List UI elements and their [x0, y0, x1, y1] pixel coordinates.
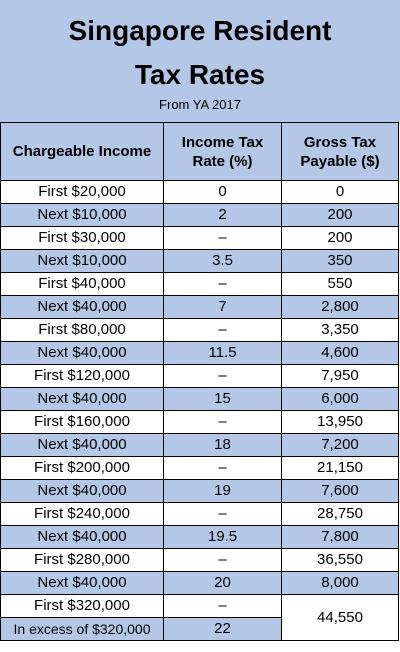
cell-chargeable-income: Next $40,000: [1, 480, 164, 503]
cell-gross-tax-payable: 36,550: [282, 549, 399, 572]
column-header-chargeable-income: Chargeable Income: [1, 123, 164, 181]
cell-chargeable-income: First $80,000: [1, 319, 164, 342]
table-row: [1, 480, 399, 503]
cell-income-tax-rate: –: [164, 227, 282, 250]
cell-gross-tax-payable: 7,800: [282, 526, 399, 549]
cell-gross-tax-payable: 350: [282, 250, 399, 273]
cell-income-tax-rate: 19: [164, 480, 282, 503]
cell-gross-tax-payable: 4,600: [282, 342, 399, 365]
cell-income-tax-rate: –: [164, 503, 282, 526]
cell-chargeable-income: First $280,000: [1, 549, 164, 572]
cell-income-tax-rate: 0: [164, 181, 282, 204]
cell-gross-tax-payable: 3,350: [282, 319, 399, 342]
column-header-gross-tax-payable-line1: Gross Tax: [303, 133, 377, 151]
page-subtitle: From YA 2017: [159, 97, 241, 112]
tax-rates-table: [0, 122, 399, 641]
table-row: [1, 595, 399, 618]
table-row: [1, 365, 399, 388]
cell-gross-tax-payable: 0: [282, 181, 399, 204]
table-row: [1, 457, 399, 480]
table-row: [1, 342, 399, 365]
cell-income-tax-rate: 22: [164, 618, 282, 641]
table-row: [1, 526, 399, 549]
cell-income-tax-rate: 11.5: [164, 342, 282, 365]
cell-income-tax-rate: –: [164, 457, 282, 480]
cell-gross-tax-payable: 7,950: [282, 365, 399, 388]
cell-chargeable-income: First $20,000: [1, 181, 164, 204]
table-row: [1, 296, 399, 319]
cell-chargeable-income: Next $40,000: [1, 572, 164, 595]
cell-income-tax-rate: 2: [164, 204, 282, 227]
cell-chargeable-income: Next $40,000: [1, 526, 164, 549]
cell-chargeable-income: First $30,000: [1, 227, 164, 250]
cell-income-tax-rate: 15: [164, 388, 282, 411]
table-row: [1, 388, 399, 411]
page-title-line2: Tax Rates: [134, 59, 266, 90]
table-row: [1, 411, 399, 434]
cell-income-tax-rate: 3.5: [164, 250, 282, 273]
column-header-income-tax-rate-line1: Income Tax: [181, 133, 264, 151]
cell-income-tax-rate: 7: [164, 296, 282, 319]
cell-chargeable-income: First $320,000: [1, 595, 164, 618]
cell-gross-tax-payable: 2,800: [282, 296, 399, 319]
cell-gross-tax-payable: 7,200: [282, 434, 399, 457]
table-row: [1, 181, 399, 204]
cell-gross-tax-payable: 200: [282, 227, 399, 250]
column-header-gross-tax-payable: [282, 123, 399, 181]
cell-gross-tax-payable: 6,000: [282, 388, 399, 411]
cell-chargeable-income: Next $40,000: [1, 342, 164, 365]
column-header-income-tax-rate: [164, 123, 282, 181]
cell-gross-tax-payable: 8,000: [282, 572, 399, 595]
cell-gross-tax-payable: 13,950: [282, 411, 399, 434]
table-row: [1, 434, 399, 457]
cell-income-tax-rate: –: [164, 549, 282, 572]
header-banner: [0, 0, 400, 122]
column-header-gross-tax-payable-line2: Payable ($): [300, 152, 380, 170]
cell-income-tax-rate: 18: [164, 434, 282, 457]
cell-gross-tax-payable: 550: [282, 273, 399, 296]
column-header-income-tax-rate-line2: Rate (%): [192, 152, 253, 170]
cell-chargeable-income: First $200,000: [1, 457, 164, 480]
cell-chargeable-income: First $40,000: [1, 273, 164, 296]
table-row: [1, 204, 399, 227]
cell-income-tax-rate: –: [164, 595, 282, 618]
table-row: [1, 273, 399, 296]
cell-chargeable-income: First $240,000: [1, 503, 164, 526]
cell-gross-tax-payable: 44,550: [282, 595, 399, 641]
cell-chargeable-income: Next $40,000: [1, 296, 164, 319]
cell-chargeable-income: First $160,000: [1, 411, 164, 434]
cell-gross-tax-payable: 7,600: [282, 480, 399, 503]
cell-chargeable-income: In excess of $320,000: [1, 618, 164, 641]
table-row: [1, 227, 399, 250]
table-row: [1, 503, 399, 526]
cell-gross-tax-payable: 200: [282, 204, 399, 227]
cell-chargeable-income: Next $10,000: [1, 204, 164, 227]
cell-chargeable-income: Next $40,000: [1, 388, 164, 411]
table-row: [1, 572, 399, 595]
page-title-line1: Singapore Resident: [68, 15, 332, 46]
cell-income-tax-rate: –: [164, 411, 282, 434]
cell-income-tax-rate: –: [164, 365, 282, 388]
cell-gross-tax-payable: 28,750: [282, 503, 399, 526]
cell-gross-tax-payable: 21,150: [282, 457, 399, 480]
cell-chargeable-income: First $120,000: [1, 365, 164, 388]
cell-chargeable-income: Next $10,000: [1, 250, 164, 273]
cell-chargeable-income: Next $40,000: [1, 434, 164, 457]
table-row: [1, 319, 399, 342]
cell-income-tax-rate: –: [164, 319, 282, 342]
cell-income-tax-rate: 19.5: [164, 526, 282, 549]
table-row: [1, 549, 399, 572]
cell-income-tax-rate: 20: [164, 572, 282, 595]
table-header-row: [1, 123, 399, 181]
table-row: [1, 250, 399, 273]
cell-income-tax-rate: –: [164, 273, 282, 296]
